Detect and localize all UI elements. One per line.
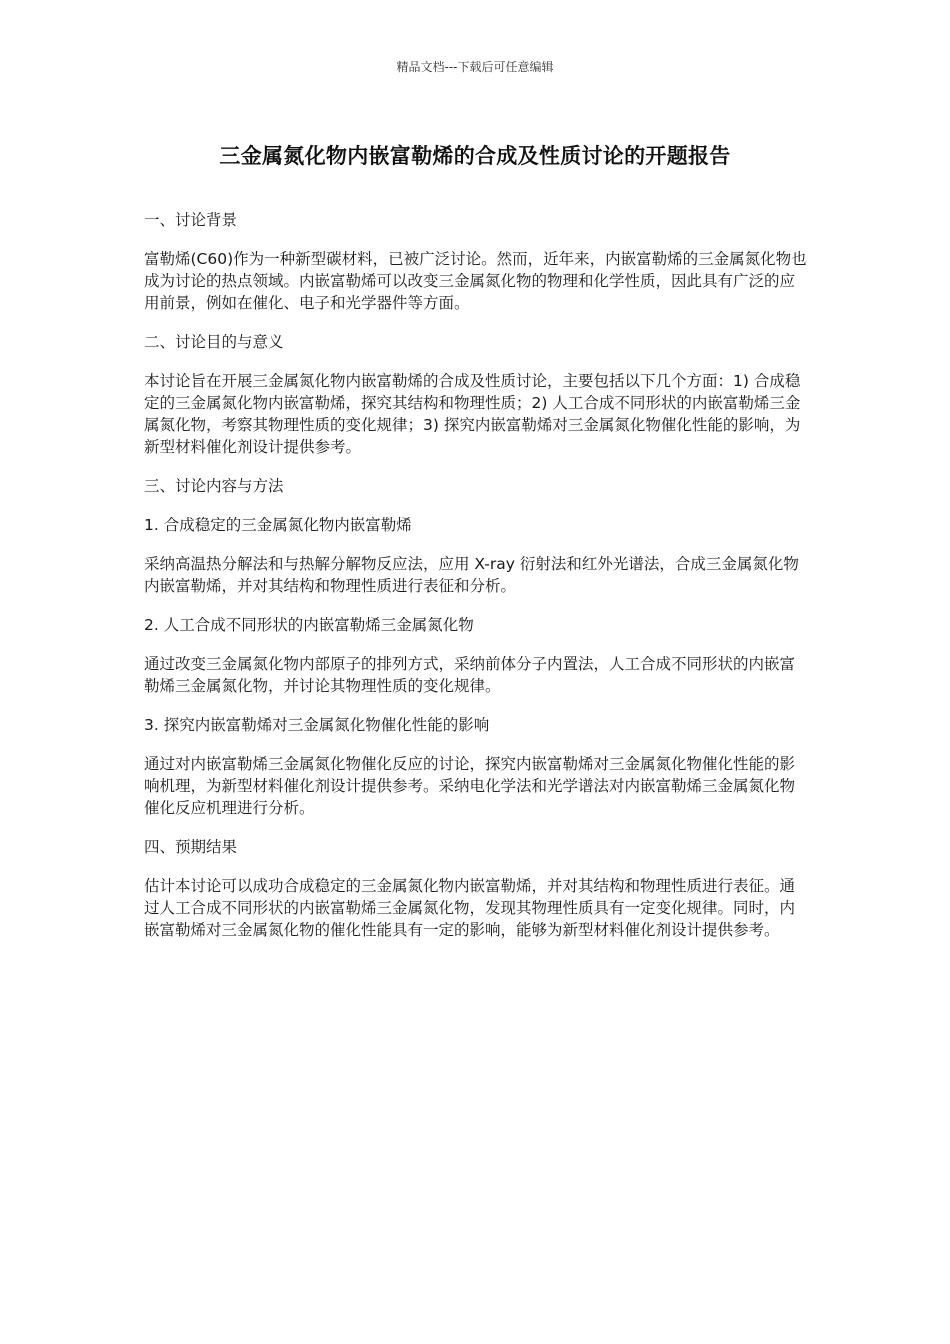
subheading-catalysis: 3. 探究内嵌富勒烯对三金属氮化物催化性能的影响 [144, 716, 490, 734]
paragraph-results: 估计本讨论可以成功合成稳定的三金属氮化物内嵌富勒烯，并对其结构和物理性质进行表征。通过人工合成不同形状的内嵌富勒烯三金属氮化物，发现其物理性质具有一定变化规律。同时，内嵌富勒烯对三金属氮化物的催化性能具有一定的影响，能够为新型材料催化剂设计提供参考。 [144, 877, 796, 939]
section-heading-background: 一、讨论背景 [144, 211, 238, 229]
paragraph-shapes: 通过改变三金属氮化物内部原子的排列方式，采纳前体分子内置法，人工合成不同形状的内嵌富勒烯三金属氮化物，并讨论其物理性质的变化规律。 [144, 655, 796, 695]
section-heading-results: 四、预期结果 [144, 838, 238, 856]
paragraph-purpose: 本讨论旨在开展三金属氮化物内嵌富勒烯的合成及性质讨论，主要包括以下几个方面：1) 合成稳定的三金属氮化物内嵌富勒烯，探究其结构和物理性质；2) 人工合成不同形状的内嵌富勒烯三金属氮化物，考察其物理性质的变化规律；3) 探究内嵌富勒烯对三金属氮化物催化性能的影响，为新型材料催化剂设计提供参考。 [144, 372, 801, 456]
subheading-shapes: 2. 人工合成不同形状的内嵌富勒烯三金属氮化物 [144, 616, 474, 634]
document-body [144, 209, 808, 958]
section-heading-methods: 三、讨论内容与方法 [144, 477, 284, 495]
section-heading-purpose: 二、讨论目的与意义 [144, 333, 284, 351]
subheading-synthesis: 1. 合成稳定的三金属氮化物内嵌富勒烯 [144, 516, 412, 534]
paragraph-background: 富勒烯(C60)作为一种新型碳材料，已被广泛讨论。然而，近年来，内嵌富勒烯的三金属氮化物也成为讨论的热点领域。内嵌富勒烯可以改变三金属氮化物的物理和化学性质，因此具有广泛的应用前景，例如在催化、电子和光学器件等方面。 [144, 250, 807, 312]
paragraph-catalysis: 通过对内嵌富勒烯三金属氮化物催化反应的讨论，探究内嵌富勒烯对三金属氮化物催化性能的影响机理，为新型材料催化剂设计提供参考。采纳电化学法和光学谱法对内嵌富勒烯三金属氮化物催化反应机理进行分析。 [144, 755, 796, 817]
paragraph-synthesis: 采纳高温热分解法和与热解分解物反应法，应用 X-ray 衍射法和红外光谱法，合成三金属氮化物内嵌富勒烯，并对其结构和物理性质进行表征和分析。 [144, 555, 799, 595]
page-header: 精品文档---下载后可任意编辑 [396, 60, 554, 74]
document-title: 三金属氮化物内嵌富勒烯的合成及性质讨论的开题报告 [219, 144, 731, 168]
